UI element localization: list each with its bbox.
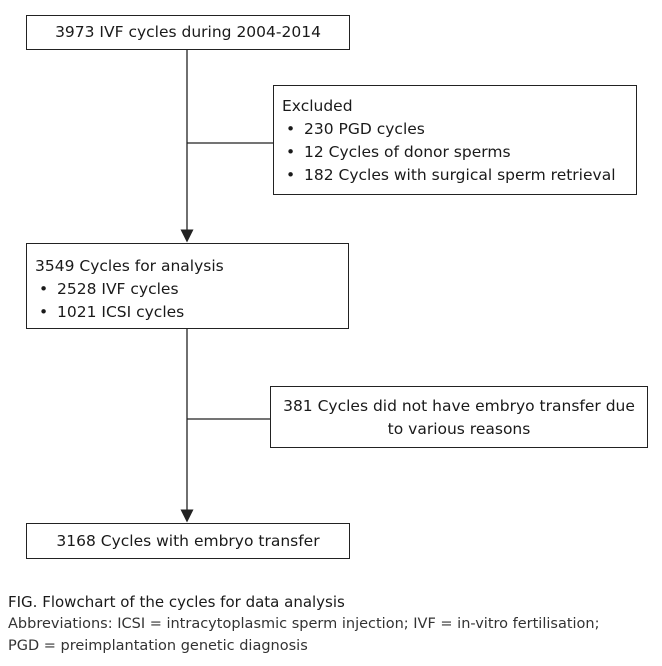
no-transfer-line2: to various reasons	[387, 420, 531, 438]
caption-title: FIG. Flowchart of the cycles for data analysis	[8, 593, 345, 611]
excluded-item: • 12 Cycles of donor sperms	[282, 141, 636, 164]
excluded-list	[282, 118, 636, 187]
analysis-list	[35, 278, 348, 324]
box-end-text: 3168 Cycles with embryo transfer	[56, 532, 320, 550]
excluded-item: • 182 Cycles with surgical sperm retrieval	[282, 164, 636, 187]
excluded-heading: Excluded	[282, 97, 353, 115]
excluded-item: • 230 PGD cycles	[282, 118, 636, 141]
analysis-heading: 3549 Cycles for analysis	[35, 257, 224, 275]
analysis-item: • 2528 IVF cycles	[35, 278, 348, 301]
box-no-transfer	[270, 386, 648, 448]
caption-abbr-line1: Abbreviations: ICSI = intracytoplasmic sperm injection; IVF = in-vitro fertilisation;	[8, 616, 600, 632]
box-excluded	[273, 85, 637, 195]
no-transfer-line1: 381 Cycles did not have embryo transfer due	[283, 397, 635, 415]
caption-abbr-line2: PGD = preimplantation genetic diagnosis	[8, 638, 308, 654]
box-start-text: 3973 IVF cycles during 2004-2014	[55, 23, 321, 41]
figure-caption	[8, 591, 654, 657]
box-analysis	[26, 243, 349, 329]
box-start	[26, 15, 350, 50]
box-end	[26, 523, 350, 559]
analysis-item: • 1021 ICSI cycles	[35, 301, 348, 324]
